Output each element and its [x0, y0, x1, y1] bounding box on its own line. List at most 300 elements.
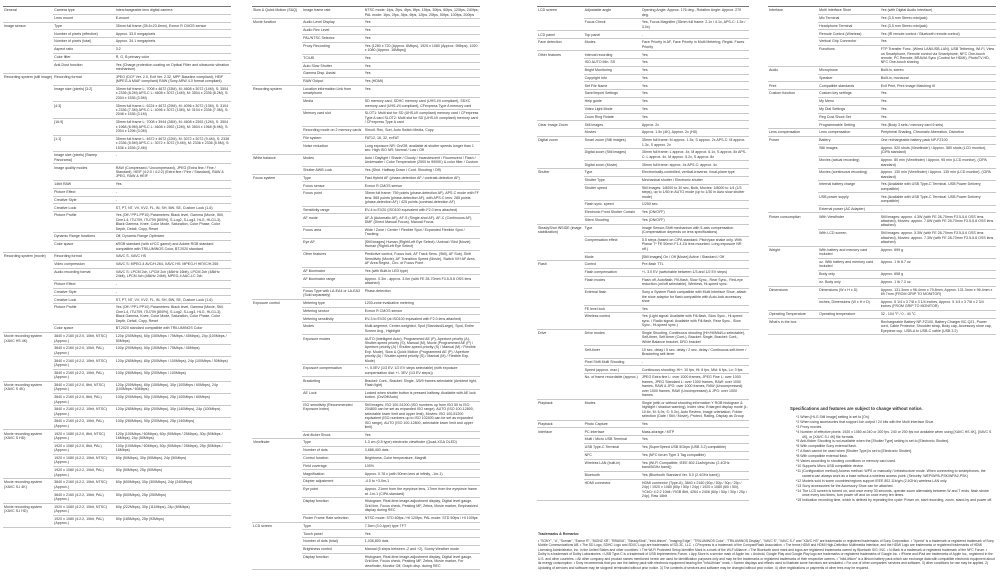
spec-label: Focus Check: [584, 19, 641, 31]
footnote: *3 Proxy movies.: [796, 424, 823, 429]
spec-section-label: [3, 240, 53, 252]
spec-section-label: [537, 471, 584, 479]
spec-value: Histogram, Real-time image-adjustment display, Digital level gauge, Grid line, Focus check, Peaking MF, Zebra, Movie marker, For viewfinder, Monitor Off, Graph disp. during REC: [364, 553, 480, 570]
spec-section-label: [252, 365, 302, 377]
spec-label: Adjustable angle: [584, 7, 641, 19]
spec-section-label: [252, 447, 302, 455]
spec-value: EV-4 to EV20 (ISO100 equivalent with F2.0 lens attached): [364, 206, 480, 214]
spec-section-label: LCD panel: [537, 31, 584, 39]
spec-row: [537, 216, 749, 224]
spec-section-label: [537, 288, 584, 305]
spec-label: Number of dots (total): [302, 538, 364, 546]
spec-row: [3, 22, 231, 30]
spec-value: Yes (3.5 mm Stereo minijack): [880, 14, 996, 22]
spec-label: Lens mount: [53, 14, 115, 22]
spec-row: [537, 366, 749, 374]
spec-row: [768, 74, 996, 82]
spec-label: [4:3]: [53, 102, 115, 119]
spec-row: [3, 393, 231, 405]
spec-row: [252, 26, 480, 34]
spec-label: Noise reduction: [302, 142, 364, 154]
spec-label: Programmable Setting: [818, 121, 880, 129]
spec-column-2: [252, 6, 480, 570]
spec-section-label: Interface: [768, 7, 818, 15]
spec-row: [3, 212, 231, 233]
spec-row: [3, 454, 231, 466]
spec-section-label: [768, 98, 818, 106]
spec-row: [537, 420, 749, 428]
spec-section-label: [537, 451, 584, 459]
spec-row: [252, 54, 480, 62]
spec-label: Interval recording: [584, 51, 641, 59]
spec-section-label: [537, 436, 584, 444]
spec-row: [3, 240, 231, 252]
spec-row: [252, 275, 480, 287]
spec-label: Type: [53, 22, 115, 30]
spec-row: [3, 515, 231, 527]
spec-value: Yes: [641, 59, 749, 67]
spec-value: Yes: [641, 74, 749, 82]
spec-value: Histogram, Real-time image-adjustment display, Digital level gauge, Grid line, Focus check, Peaking MF, Zebra, Movie marker, Emphasized display during REC: [364, 498, 480, 515]
spec-value: 120p (280Mbps), 60p (200Mbps / 100Mbps), 24p (100Mbps / 50Mbps): [115, 357, 231, 369]
spec-section-label: [252, 323, 302, 335]
spec-section-label: Movie recording system (XAVC HS 4K): [3, 332, 53, 344]
spec-label: Focus Type with LA-EA4 or LA-EA3 (Sold separately): [302, 287, 364, 299]
spec-label: AF illuminator range: [302, 275, 364, 287]
spec-row: [3, 296, 231, 304]
spec-value: 120p (280Mbps), 60p (200Mbps), 30p (140Mbps), 24p (100Mbps): [115, 406, 231, 418]
spec-label: Audio Rec Level: [302, 26, 364, 34]
spec-section-label: Shutter: [537, 169, 584, 177]
spec-section-label: Interface: [537, 428, 584, 436]
footnotes: [790, 407, 996, 503]
spec-value: Yes (NFC forum Type 3 Tag compatible): [641, 451, 749, 459]
spec-row: [3, 164, 231, 181]
spec-row: [537, 66, 749, 74]
spec-value: +/- 5.0EV (1/3 EV, 1/2 EV steps selectable) (with exposure compensation dial: +/- 3EV (1/3 EV steps)): [364, 365, 480, 377]
spec-value: 60p (50Mbps), 30p (50Mbps), 24p (50Mbps): [115, 454, 231, 466]
spec-value: 35mm full frame L: 7008 x 3944 (28M), M: 4608 x 2592 (12M), S: 3504 x 1968 (6.9M) APS-C L: 4608 x 2592 (12M), M: 3504 x 1968 (6.9M), S: 2304 x 1296 (3.0M): [115, 119, 231, 136]
spec-label: Functions: [818, 45, 880, 66]
spec-row: [252, 498, 480, 515]
spec-section-label: [3, 454, 53, 466]
spec-label: Silent Shooting: [584, 216, 641, 224]
spec-label: Anti-Dust function: [53, 61, 115, 73]
spec-row: [252, 214, 480, 226]
spec-row: [768, 66, 996, 74]
footnote: *8 With compatible external flash.: [796, 454, 848, 459]
spec-label: Image frame rate: [302, 7, 364, 19]
spec-value: 1,036,800 dots: [364, 538, 480, 546]
spec-row: [3, 304, 231, 325]
spec-column-1: [3, 6, 231, 528]
spec-value: Image Sensor-Shift mechanism with 5-axis compensation (Compensation depends on lens specifications): [641, 224, 749, 236]
spec-section-label: [768, 156, 818, 168]
spec-label: 1920 x 1080 (4:2:2, 10bit, NTSC) (Approx.): [53, 454, 115, 466]
spec-value: R, G, B primary color: [115, 53, 231, 61]
spec-row: [3, 288, 231, 296]
spec-value: 100p (100Mbps / 60Mbps), 50p (50Mbps / 25Mbps), 25p (50Mbps / 16Mbps): [115, 442, 231, 454]
spec-value: Yes: [641, 305, 749, 313]
spec-value: SD memory card, SDHC memory card (UHS-I/II compliant), SDXC memory card (UHS-I/II compliant), CFexpress Type A memory card: [364, 98, 480, 110]
spec-section-label: [768, 181, 818, 193]
spec-label: 3840 x 2160 (4:2:2, 10bit, NTSC) (Approx.): [53, 357, 115, 369]
spec-row: [3, 467, 231, 479]
spec-value: Multi-segment, Center-weighted, Spot (Standard/Large), Spot, Entire Screen Avg., Highlight: [364, 323, 480, 335]
spec-section-label: [537, 149, 584, 161]
spec-label: Location information Link from smartphone: [302, 85, 364, 97]
spec-value: -: [115, 196, 231, 204]
spec-row: [537, 59, 749, 67]
footnote: *4 Number of effective pixels: 1920 x 1080 at 240 or 200 fps. 240 or 200 fps not available when using [XAVC HS 4K], [XAVC S 4K], or [XAVC S-I 4K] file formats.: [796, 429, 992, 439]
spec-value: 120p (100Mbps / 60Mbps), 60p (50Mbps / 25Mbps), 30p (50Mbps / 16Mbps), 24p (50Mbps): [115, 430, 231, 442]
spec-section-label: [3, 442, 53, 454]
spec-section-label: [3, 61, 53, 73]
spec-row: [537, 19, 749, 31]
spec-section-label: [537, 113, 584, 121]
spec-label: Dynamic Range functions: [53, 233, 115, 241]
spec-section-label: [252, 34, 302, 42]
spec-section-label: [3, 304, 53, 325]
spec-value: -: [641, 31, 749, 39]
spec-label: Video compression: [53, 260, 115, 268]
spec-label: Eye AF: [302, 238, 364, 250]
spec-label: 1920 x 1080 (4:2:2, 10bit, NTSC) (Approx.): [53, 503, 115, 515]
spec-row: [537, 184, 749, 201]
spec-row: [768, 38, 996, 46]
spec-section-label: [537, 253, 584, 261]
spec-row: [537, 176, 749, 184]
spec-value: NTSC mode: STD 60fps / HI 120fps, PAL mode: STD 50fps / HI 100fps: [364, 514, 480, 522]
spec-label: Mode: [584, 253, 641, 261]
spec-label: Internal battery charge: [818, 181, 880, 193]
spec-value: 35mm full frame (35.6×23.8mm), Exmor R CMOS sensor: [115, 22, 231, 30]
spec-row: [768, 30, 996, 38]
spec-section-label: [3, 268, 53, 280]
spec-value: XAVC S: MPEG-4 AVC/H.264, XAVC HS: MPEG-H HEVC/H.265: [115, 260, 231, 268]
spec-value: Rechargeable Battery NP-FZ100, Battery Charger BC-QZ1, Power cord, Cable Protector, Shoulder strap, Body cap, Accessory shoe cap, Eyepiece cup, USB-A to USB-C cable (USB 3.2): [880, 318, 996, 335]
spec-label: My Menu: [818, 98, 880, 106]
spec-row: [3, 357, 231, 369]
spec-label: ISO AUTO Min. SS: [584, 59, 641, 67]
spec-label: 1920 x 1080 (4:2:2, 10bit, PAL) (Approx.): [53, 515, 115, 527]
spec-value: 60p (222Mbps), 30p (111Mbps), 24p (89Mbps): [115, 503, 231, 515]
spec-section-label: [252, 134, 302, 142]
spec-value: 100p (280Mbps), 50p (200Mbps), 25p (140Mbps): [115, 418, 231, 430]
spec-value: -: [880, 205, 996, 213]
spec-label: Shutter AWB Lock: [302, 166, 364, 174]
spec-row: [537, 358, 749, 366]
spec-row: [537, 82, 749, 90]
spec-section-label: [252, 315, 302, 323]
spec-value: Approx. 1 lb 7.3 oz: [880, 278, 996, 286]
spec-section-label: Viewfinder: [252, 439, 302, 447]
spec-value: Yes: [880, 113, 996, 121]
spec-row: [537, 169, 749, 177]
spec-section-label: [252, 251, 302, 268]
spec-section-label: [252, 470, 302, 478]
spec-label: Recording format: [53, 73, 115, 85]
spec-section-label: [537, 346, 584, 358]
spec-row: [768, 318, 996, 335]
spec-row: [537, 459, 749, 471]
spec-label: AF mode: [302, 214, 364, 226]
spec-section-label: Custom function: [768, 90, 818, 98]
spec-section-label: [3, 345, 53, 357]
spec-label: AE Lock: [302, 389, 364, 401]
footnote: *6 With compatible Sony external flash.: [796, 444, 857, 449]
spec-label: Wireless control: [584, 313, 641, 330]
spec-row: [537, 74, 749, 82]
spec-section-label: [3, 260, 53, 268]
spec-row: [768, 169, 996, 181]
spec-section-label: [3, 188, 53, 196]
spec-value: Yes (Available with USB Type-C Terminal. USB Power Delivery compatible): [880, 193, 996, 205]
spec-row: [768, 121, 996, 129]
spec-label: Compensation effect: [584, 236, 641, 253]
spec-row: [252, 7, 480, 19]
spec-value: One rechargeable battery pack NP-FZ100: [880, 136, 996, 144]
footnote: *14 The LCD screen is turned on, and once every 30 seconds, operate zoom alternately between W and T ends, flash strobe once every two times, turn power off and on once every ten times.: [796, 488, 990, 498]
spec-label: Recording mode on 2 memory cards: [302, 126, 364, 134]
spec-section-label: Focus system: [252, 174, 302, 182]
footnote: *13 Sony accessories for the Accessory Shoe can be attached.: [796, 483, 894, 488]
spec-row: [3, 268, 231, 280]
spec-label: Battery: [818, 136, 880, 144]
spec-value: Yes: [641, 98, 749, 106]
spec-value: Exmor R CMOS sensor: [364, 307, 480, 315]
spec-label: Color filter: [53, 53, 115, 61]
spec-value: -4.0 to +3.0m-1: [364, 478, 480, 486]
spec-section-label: [3, 393, 53, 405]
spec-label: 1920 x 1080 (4:2:0, 8bit, PAL) (Approx.): [53, 442, 115, 454]
spec-section-label: [537, 366, 584, 374]
spec-label: Finder Frame Rate selection: [302, 514, 364, 522]
spec-row: [3, 418, 231, 430]
spec-label: Type: [302, 439, 364, 447]
spec-label: Shutter Type: [584, 176, 641, 184]
spec-label: Color space: [53, 325, 115, 333]
spec-value: Approx. 131.3mm x 96.4mm x 79.8mm, Approx. 131.3mm x 96.4mm x 69.7mm (FROM GRIP TO MONITOR): [880, 286, 996, 298]
spec-row: [252, 98, 480, 110]
spec-row: [537, 471, 749, 479]
spec-label: Pixel Shift Multi Shooting: [584, 358, 641, 366]
spec-label: Zoom Ring Rotate: [584, 113, 641, 121]
spec-row: [252, 226, 480, 238]
spec-row: [3, 61, 231, 73]
spec-section-label: [252, 42, 302, 54]
spec-value: Predictive control, Focus lock, AF Track Sens. (Still), AF Subj. Shift Sensitivity (Movie), AF Transition Speed (Movie), Switch V/H AF Area, AF Area Regist., Circ. of Focus Point: [364, 251, 480, 268]
spec-value: 7.5cm (3.0-type) type TFT: [364, 522, 480, 530]
spec-label: PC interface: [584, 428, 641, 436]
spec-row: [537, 436, 749, 444]
spec-label: Control: [584, 261, 641, 269]
spec-section-label: [768, 38, 818, 46]
spec-label: Picture Effect: [53, 280, 115, 288]
spec-label: Creative Look: [53, 296, 115, 304]
spec-value: Yes (3.5 mm Stereo minijack): [880, 22, 996, 30]
spec-row: [768, 113, 996, 121]
spec-row: [768, 230, 996, 247]
spec-value: Still images: 1/8000 to 30 sec, Bulb, Movies: 1/8000 to 1/4 (1/3 steps), up to 1/60 in AUTO mode (up to 1/30 in Auto slow shutter mode): [641, 184, 749, 201]
spec-value: Yes: [364, 70, 480, 78]
spec-value: Approx. 0.78 x (with 50mm lens at infinity, -1m-1): [364, 470, 480, 478]
spec-row: [768, 156, 996, 168]
spec-section-label: [3, 30, 53, 38]
spec-value: Approx. 5 1/4 x 3 7/8 x 3 1/4 inches, Approx. 5 1/4 x 3 7/8 x 2 3/4 inches (FROM GRIP TO MONITOR): [880, 298, 996, 310]
spec-value: [Still images] Human (Right/Left Eye Select) / Animal / Bird [Movie] Human (Right/Left Eye Select): [364, 238, 480, 250]
spec-value: Approx. 2x: [641, 121, 749, 129]
spec-row: [3, 345, 231, 357]
spec-section-label: [3, 85, 53, 102]
spec-value: JPEG Extra fine L: over 1000 frames, JPEG Fine L: over 1000 frames, JPEG Standard L: over 1000 frames, RAW: over 1000 frames, RAW & JPG: over 1000 frames, RAW (Uncompressed): over 1000 frames, RAW (Uncompressed) & JPG: over 1000 frames: [641, 374, 749, 399]
spec-section-label: [3, 204, 53, 212]
spec-row: [252, 470, 480, 478]
spec-value: Approx. 1.5x (4K), Approx. 2x (HD): [641, 129, 749, 137]
spec-value: 35mm full frame: M approx. 1.5x, S approx. 2x APS-C: M approx. 1.3x, S approx. 2x: [641, 136, 749, 148]
spec-label: Number of pixels (total): [53, 38, 115, 46]
spec-section-label: [252, 307, 302, 315]
spec-label: TC/UB: [302, 54, 364, 62]
spec-value: JPEG (DCF Ver. 2.0, Exif Ver. 2.32, MPF Baseline compliant), HEIF (MPEG-A MIAF compliant) RAW (Sony ARW 4.0 format compliant): [115, 73, 231, 85]
spec-section-label: [3, 357, 53, 369]
spec-value: 35mm full frame L: 6224 x 4672 (29M), M: 4096 x 3072 (13M), S: 3104 x 2336 (7.3M) APS-C L: 4096 x 3072 (13M), M: 3104 x 2336 (7.3M), S: 2048 x 1536 (3.1M): [115, 102, 231, 119]
spec-value: Pre-flash TTL: [641, 261, 749, 269]
spec-value: 32 - 104 °F / 0 - 40 °C: [880, 310, 996, 318]
spec-section-label: [537, 184, 584, 201]
spec-label: Dimensions (W x H x D): [818, 286, 880, 298]
spec-label: Picture Effect: [53, 188, 115, 196]
spec-value: Yes: [364, 530, 480, 538]
spec-label: oz. Body only: [818, 278, 880, 286]
spec-section-label: [768, 193, 818, 205]
spec-label: Multi Interface Shoe: [818, 7, 880, 15]
spec-row: [3, 196, 231, 204]
spec-section-label: [768, 113, 818, 121]
spec-row: [252, 478, 480, 486]
spec-value: SLOT1: Multi slot for SD (UHS-I/II compliant) memory card / CFexpress Type A card SLOT2: Multi slot for SD (UHS-I/II compliant) memory card / CFexpress Type A card: [364, 110, 480, 127]
spec-label: Magnification: [302, 470, 364, 478]
spec-row: [768, 181, 996, 193]
spec-row: [537, 224, 749, 236]
spec-row: [3, 233, 231, 241]
spec-label: Modes: [584, 399, 641, 420]
spec-row: [768, 258, 996, 270]
spec-section-label: [768, 230, 818, 247]
spec-value: Yes: [641, 82, 749, 90]
spec-value: Exmor R CMOS sensor: [364, 182, 480, 190]
spec-section-label: [3, 119, 53, 136]
spec-value: -: [115, 188, 231, 196]
spec-label: 3840 x 2160 (4:2:0, 8bit, PAL) (Approx.): [53, 393, 115, 405]
spec-section-label: [3, 325, 53, 333]
spec-row: [252, 323, 480, 335]
spec-label: Metering sensitivity: [302, 315, 364, 323]
spec-section-label: Clear Image Zoom: [537, 121, 584, 129]
spec-section-label: Image sensor: [3, 22, 53, 30]
spec-value: AF-A (Automatic AF), AF-S (Single-shot AF), AF-C (Continuous AF), DMF (Direct Manual Focus), Manual Focus: [364, 214, 480, 226]
spec-label: [16:9]: [53, 119, 115, 136]
spec-value: Phase-detection: [364, 287, 480, 299]
spec-section-label: [537, 201, 584, 209]
spec-value: Single (with or without shooting information Y RGB histogram & highlight / shadow warning), Index view, Enlarged display mode (L: 10.6x, M: 6.9x, S: 5.3x), Auto Review, Image orientation, Folder selection (Date / Still / Movie), Protect, Rating, Display as Group: [641, 399, 749, 420]
spec-table: [537, 6, 749, 501]
spec-value: Auto / Daylight / Shade / Cloudy / Incandescent / Fluorescent / Flash / Underwater / Color Temperature (2500 to 9900K) & color filter / Custom: [364, 154, 480, 166]
spec-value: 35mm full frame L: 7008 x 4672 (33M), M: 4608 x 3072 (14M), S: 3504 x 2336 (8.2M) APS-C L: 4608 x 3072 (14M), M: 3504 x 2336 (8.2M), S: 2304 x 1536 (3.5M): [115, 85, 231, 102]
spec-section-label: Playback: [537, 420, 584, 428]
spec-value: Yes (HDMI): [364, 78, 480, 86]
spec-value: Yes: [115, 181, 231, 189]
spec-section-label: [3, 515, 53, 527]
spec-value: Electronically-controlled, vertical-traverse, focal-plane type: [641, 169, 749, 177]
spec-section-label: Digital zoom: [537, 136, 584, 148]
spec-label: Help guide: [584, 98, 641, 106]
spec-section-label: [537, 305, 584, 313]
spec-row: [252, 447, 480, 455]
spec-label: Modes: [584, 39, 641, 51]
spec-value: Still images: ISO 100-51200 (ISO numbers up from ISO 50 to ISO 204800 can be set as expanded ISO range), AUTO (ISO 100-12800, selectable lower limit and upper limit), Movies: ISO 100-51200 equivalent (ISO numbers up to ISO 102400 can be set as expanded ISO range), AUTO (ISO 100-12800, selectable lower limit and upper limit): [364, 401, 480, 431]
spec-value: Yes (Off / PP1-PP10) Parameters: Black level, Gamma (Movie, Still, Cine1-4, ITU709, ITU709 [800%], S-Log2, S-Log3, HLG, HLG1-3), Black Gamma, Knee, Color Mode, Saturation, Color Phase, Color Depth, Detail, Copy, Reset: [115, 304, 231, 325]
spec-section-label: Face detection: [537, 39, 584, 51]
spec-label: 1920 x 1080 (4:2:2, 10bit, PAL) (Approx.): [53, 467, 115, 479]
spec-value: Single Shooting, Continuous shooting (Hi+/Hi/Mid/Lo selectable), Self-timer, Self-timer (Cont.), Bracket: Single, Bracket: Cont., White Balance bracket, DRO bracket: [641, 329, 749, 346]
spec-section-label: Movie function: [252, 19, 302, 27]
spec-row: [537, 276, 749, 288]
spec-value: Yes: [364, 62, 480, 70]
spec-label: Compatible standards: [818, 82, 880, 90]
spec-column-3: [537, 6, 749, 501]
spec-section-label: [537, 443, 584, 451]
spec-row: [3, 369, 231, 381]
spec-label: NFC: [584, 451, 641, 459]
spec-value: Locked when shutter button is pressed halfway. Available with AE lock button. (On/Off/Auto): [364, 389, 480, 401]
spec-section-label: [252, 514, 302, 522]
spec-section-label: Recording system (movie): [3, 253, 53, 261]
spec-label: Operating temperature: [818, 310, 880, 318]
spec-value: FAT12, 16, 32, exFAT: [364, 134, 480, 142]
spec-value: Approx. 33.0 megapixels: [115, 30, 231, 38]
spec-label: With LCD screen: [818, 230, 880, 247]
spec-row: [768, 298, 996, 310]
spec-section-label: White balance: [252, 154, 302, 166]
spec-label: FE level lock: [584, 305, 641, 313]
spec-value: Manual (5 steps between -2 and +2), Sunny Weather mode: [364, 545, 480, 553]
spec-section-label: [537, 313, 584, 330]
spec-row: [768, 22, 996, 30]
spec-section-label: Operating Temperature: [768, 310, 818, 318]
spec-section-label: [3, 406, 53, 418]
spec-section-label: What's in the box: [768, 318, 818, 335]
spec-section-label: [768, 271, 818, 279]
spec-row: [252, 70, 480, 78]
spec-value: Yes, Focus Magnifier (35mm full frame: 2.1x / 4.1x, APS-C: 1.5x / 3.0x): [641, 19, 749, 31]
spec-label: 14bit RAW: [53, 181, 115, 189]
spec-value: Face Priority in AF, Face Priority in Multi Metering, Regist. Faces Priority: [641, 39, 749, 51]
spec-value: -: [115, 152, 231, 164]
spec-row: [768, 105, 996, 113]
spec-label: Exposure modes: [302, 335, 364, 365]
spec-row: [252, 287, 480, 299]
spec-row: [537, 136, 749, 148]
spec-value: Approx. 34.1 megapixels: [115, 38, 231, 46]
spec-value: Yes: [641, 51, 749, 59]
spec-label: Multi / Micro USB Terminal: [584, 436, 641, 444]
spec-value: Yes: [880, 90, 996, 98]
spec-row: [537, 201, 749, 209]
spec-value: Yes: [880, 105, 996, 113]
spec-section-label: LCD screen: [252, 522, 302, 530]
spec-value: Approx. 130 min (Viewfinder) / Approx. 135 min (LCD monitor), (CIPA standard): [880, 169, 996, 181]
